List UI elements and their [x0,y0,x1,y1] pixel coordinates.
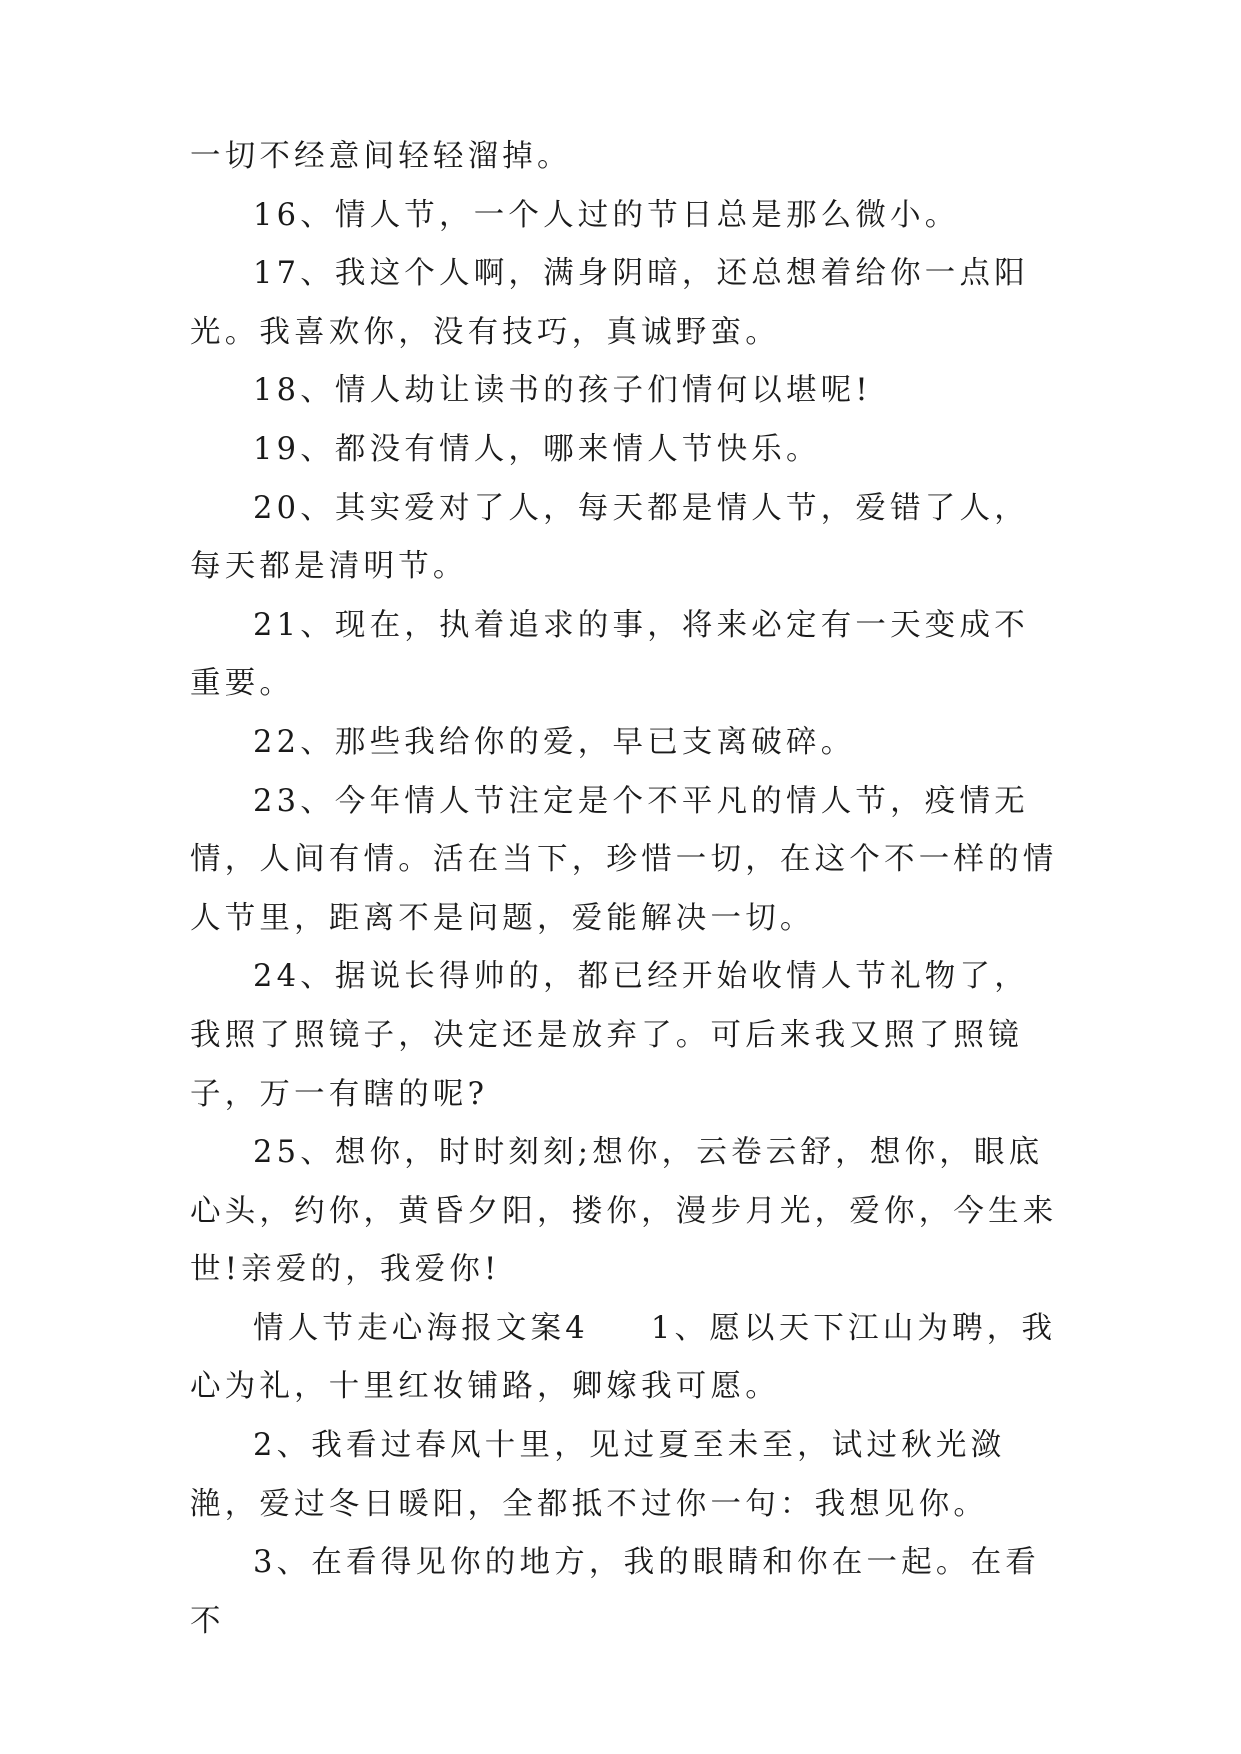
paragraph-item-18: 18、情人劫让读书的孩子们情何以堪呢! [253,373,872,409]
paragraph-item-3: 3、在看得见你的地方，我的眼睛和你在一起。在看不 [190,1545,1041,1639]
paragraph-item-21: 21、现在，执着追求的事，将来必定有一天变成不重要。 [190,607,1029,702]
paragraph-item-16: 16、情人节，一个人过的节日总是那么微小。 [253,197,960,233]
section-heading: 情人节走心海报文案4 [253,1310,589,1346]
paragraph-item-2: 2、我看过春风十里，见过夏至未至，试过秋光潋滟，爱过冬日暖阳，全都抵不过你一句：我想见你。 [190,1428,1006,1522]
paragraph-continuation: 一切不经意间轻轻溜掉。 [190,139,572,174]
paragraph-item-20: 20、其实爱对了人，每天都是情人节，爱错了人，每天都是清明节。 [190,490,1029,585]
paragraph-item-25: 25、想你，时时刻刻;想你，云卷云舒，想你，眼底心头，约你，黄昏夕阳，搂你，漫步月光，爱你，今生来世!亲爱的，我爱你! [190,1135,1058,1288]
paragraph-item-19: 19、都没有情人，哪来情人节快乐。 [253,431,821,467]
section-paragraph [190,1300,1060,1417]
document-body [190,128,1060,1651]
paragraph-item-23: 23、今年情人节注定是个不平凡的情人节，疫情无情，人间有情。活在当下，珍惜一切，在这个不一样的情人节里，距离不是问题，爱能解决一切。 [190,783,1058,936]
section-first-item: 1、愿以天下江山为聘，我心为礼，十里红妆铺路，卿嫁我可愿。 [190,1310,1057,1405]
paragraph-item-17: 17、我这个人啊，满身阴暗，还总想着给你一点阳光。我喜欢你，没有技巧，真诚野蛮。 [190,256,1029,350]
paragraph-item-24: 24、据说长得帅的，都已经开始收情人节礼物了，我照了照镜子，决定还是放弃了。可后来我又照了照镜子，万一有瞎的呢? [190,959,1029,1112]
paragraph-item-22: 22、那些我给你的爱，早已支离破碎。 [253,724,856,760]
